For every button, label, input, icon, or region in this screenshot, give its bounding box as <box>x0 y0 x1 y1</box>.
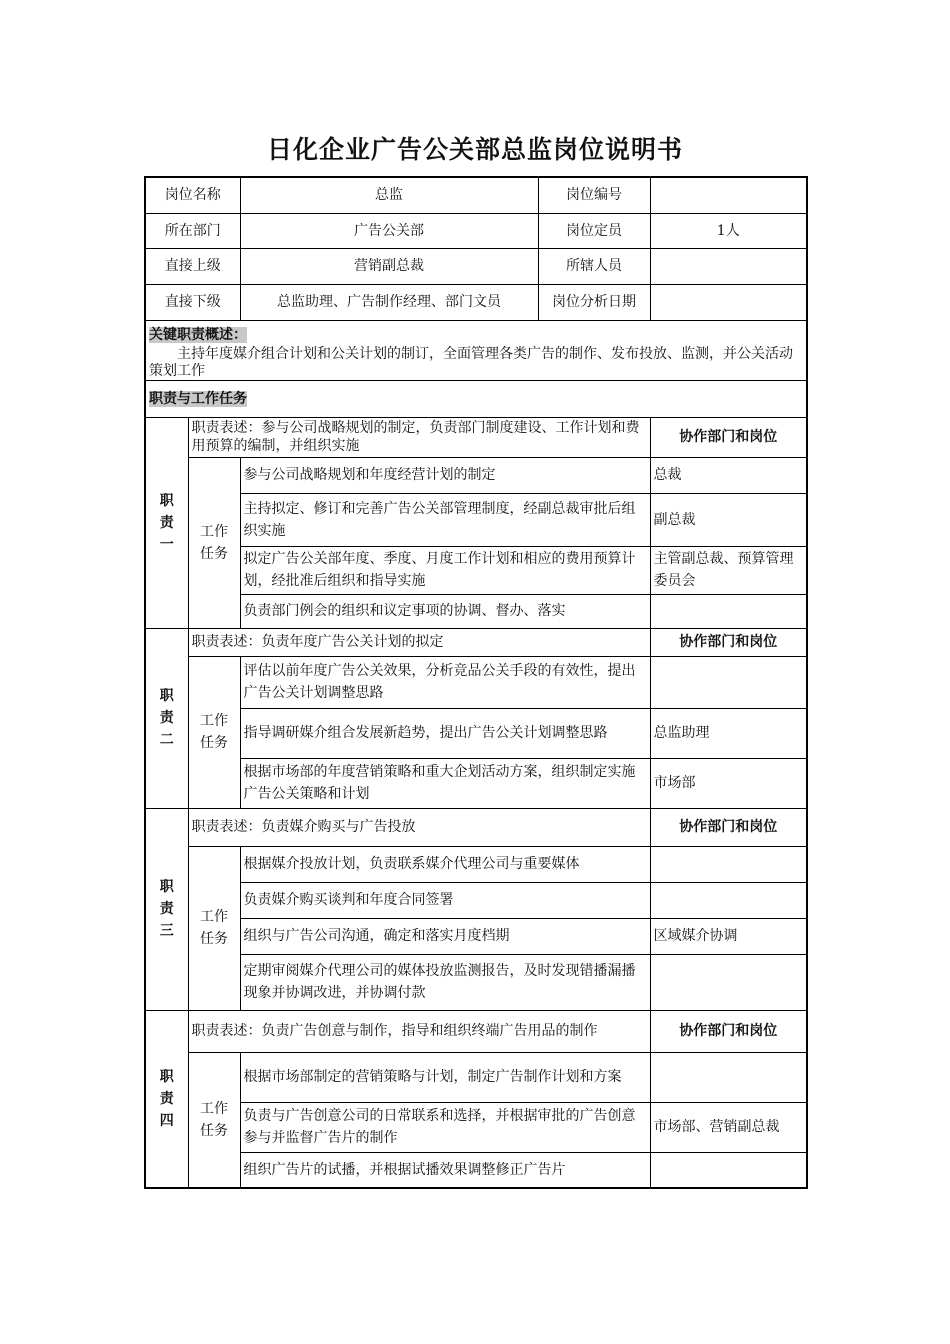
coop-header: 协作部门和岗位 <box>650 1010 807 1052</box>
task-row <box>145 594 807 628</box>
value-analysis-date <box>650 284 807 320</box>
duty-statement-row <box>145 808 807 846</box>
task-coop <box>650 1152 807 1188</box>
label-staff: 所辖人员 <box>538 248 650 284</box>
task-row <box>145 758 807 808</box>
info-row-dept <box>145 213 807 248</box>
duty-label-char: 职 <box>159 492 174 509</box>
duty-statement-row <box>145 628 807 656</box>
value-staff <box>650 248 807 284</box>
job-description-table <box>144 176 808 1189</box>
summary-row <box>145 320 807 380</box>
duty-statement-row <box>145 417 807 457</box>
task-group-text: 工作任务 <box>200 713 228 751</box>
task-text: 组织与广告公司沟通，确定和落实月度档期 <box>240 918 650 954</box>
task-row <box>145 882 807 918</box>
task-group-text: 工作任务 <box>200 909 228 947</box>
task-row <box>145 708 807 758</box>
task-text: 根据市场部制定的营销策略与计划，制定广告制作计划和方案 <box>240 1052 650 1102</box>
task-group-label <box>188 656 240 808</box>
task-coop <box>650 1052 807 1102</box>
task-row <box>145 1102 807 1152</box>
label-subordinate: 直接下级 <box>145 284 240 320</box>
duty-statement: 职责表述：负责媒介购买与广告投放 <box>188 808 650 846</box>
duty-label-char: 二 <box>159 732 174 748</box>
info-row-superior <box>145 248 807 284</box>
task-text: 参与公司战略规划和年度经营计划的制定 <box>240 457 650 493</box>
value-position-code <box>650 177 807 213</box>
task-row <box>145 1152 807 1188</box>
label-department: 所在部门 <box>145 213 240 248</box>
task-row <box>145 846 807 882</box>
coop-header: 协作部门和岗位 <box>650 417 807 457</box>
task-text: 根据媒介投放计划，负责联系媒介代理公司与重要媒体 <box>240 846 650 882</box>
task-row <box>145 457 807 493</box>
coop-header: 协作部门和岗位 <box>650 628 807 656</box>
value-subordinate: 总监助理、广告制作经理、部门文员 <box>240 284 538 320</box>
duty-statement: 职责表述：负责年度广告公关计划的拟定 <box>188 628 650 656</box>
task-text: 负责与广告创意公司的日常联系和选择，并根据审批的广告创意参与并监督广告片的制作 <box>240 1102 650 1152</box>
duty-label-char: 四 <box>159 1112 174 1129</box>
info-row-name <box>145 177 807 213</box>
task-text: 定期审阅媒介代理公司的媒体投放监测报告，及时发现错播漏播现象并协调改进，并协调付款 <box>240 954 650 1010</box>
task-row <box>145 918 807 954</box>
page-title: 日化企业广告公关部总监岗位说明书 <box>266 135 683 164</box>
task-coop <box>650 594 807 628</box>
duty-label-char: 职 <box>159 1068 174 1085</box>
task-coop <box>650 882 807 918</box>
value-superior: 营销副总裁 <box>240 248 538 284</box>
task-row <box>145 493 807 546</box>
task-group-label <box>188 457 240 628</box>
duty-statement: 职责表述：负责广告创意与制作，指导和组织终端广告用品的制作 <box>188 1010 650 1052</box>
task-coop: 主管副总裁、预算管理委员会 <box>650 546 807 594</box>
task-coop: 总监助理 <box>650 708 807 758</box>
duty-statement: 职责表述：参与公司战略规划的制定，负责部门制度建设、工作计划和费用预算的编制，并组织实施 <box>188 417 650 457</box>
task-row <box>145 656 807 708</box>
summary-text: 主持年度媒介组合计划和公关计划的制订，全面管理各类广告的制作、发布投放、监测，并公关活动策划工作 <box>149 345 793 379</box>
task-text: 主持拟定、修订和完善广告公关部管理制度，经副总裁审批后组织实施 <box>240 493 650 546</box>
label-analysis-date: 岗位分析日期 <box>538 284 650 320</box>
duty-label-char: 责 <box>159 901 174 917</box>
task-text: 评估以前年度广告公关效果，分析竞品公关手段的有效性，提出广告公关计划调整思路 <box>240 656 650 708</box>
value-position-name: 总监 <box>240 177 538 213</box>
duty-label-char: 职 <box>159 688 174 704</box>
task-coop: 市场部 <box>650 758 807 808</box>
task-group-label <box>188 1052 240 1188</box>
label-superior: 直接上级 <box>145 248 240 284</box>
task-text: 组织广告片的试播，并根据试播效果调整修正广告片 <box>240 1152 650 1188</box>
label-position-code: 岗位编号 <box>538 177 650 213</box>
task-text: 根据市场部的年度营销策略和重大企划活动方案，组织制定实施广告公关策略和计划 <box>240 758 650 808</box>
duty-label <box>145 1010 188 1188</box>
task-group-text: 工作任务 <box>200 1100 228 1139</box>
duty-label-char: 责 <box>159 514 174 531</box>
value-department: 广告公关部 <box>240 213 538 248</box>
task-coop: 副总裁 <box>650 493 807 546</box>
duty-label-char: 责 <box>159 710 174 726</box>
summary-heading: 关键职责概述： <box>149 326 247 343</box>
duty-label-char: 职 <box>159 879 174 895</box>
task-text: 负责部门例会的组织和议定事项的协调、督办、落实 <box>240 594 650 628</box>
duty-label <box>145 808 188 1010</box>
task-row <box>145 546 807 594</box>
coop-header: 协作部门和岗位 <box>650 808 807 846</box>
label-position-name: 岗位名称 <box>145 177 240 213</box>
task-coop: 市场部、营销副总裁 <box>650 1102 807 1152</box>
duty-label <box>145 417 188 628</box>
task-coop: 区域媒介协调 <box>650 918 807 954</box>
task-coop: 总裁 <box>650 457 807 493</box>
task-row <box>145 1052 807 1102</box>
task-coop <box>650 954 807 1010</box>
task-group-label <box>188 846 240 1010</box>
task-group-text: 工作任务 <box>200 523 228 562</box>
duty-label-char: 一 <box>159 536 174 553</box>
task-coop <box>650 656 807 708</box>
task-text: 负责媒介购买谈判和年度合同签署 <box>240 882 650 918</box>
task-coop <box>650 846 807 882</box>
duty-label-char: 三 <box>159 923 174 939</box>
duties-heading: 职责与工作任务 <box>145 380 807 417</box>
task-text: 指导调研媒介组合发展新趋势，提出广告公关计划调整思路 <box>240 708 650 758</box>
duty-label-char: 责 <box>159 1090 174 1107</box>
info-row-subordinate <box>145 284 807 320</box>
duty-label <box>145 628 188 808</box>
task-row <box>145 954 807 1010</box>
value-headcount: 1人 <box>650 213 807 248</box>
label-headcount: 岗位定员 <box>538 213 650 248</box>
summary-cell <box>145 320 807 380</box>
duty-statement-row <box>145 1010 807 1052</box>
duties-heading-row <box>145 380 807 417</box>
task-text: 拟定广告公关部年度、季度、月度工作计划和相应的费用预算计划，经批准后组织和指导实施 <box>240 546 650 594</box>
